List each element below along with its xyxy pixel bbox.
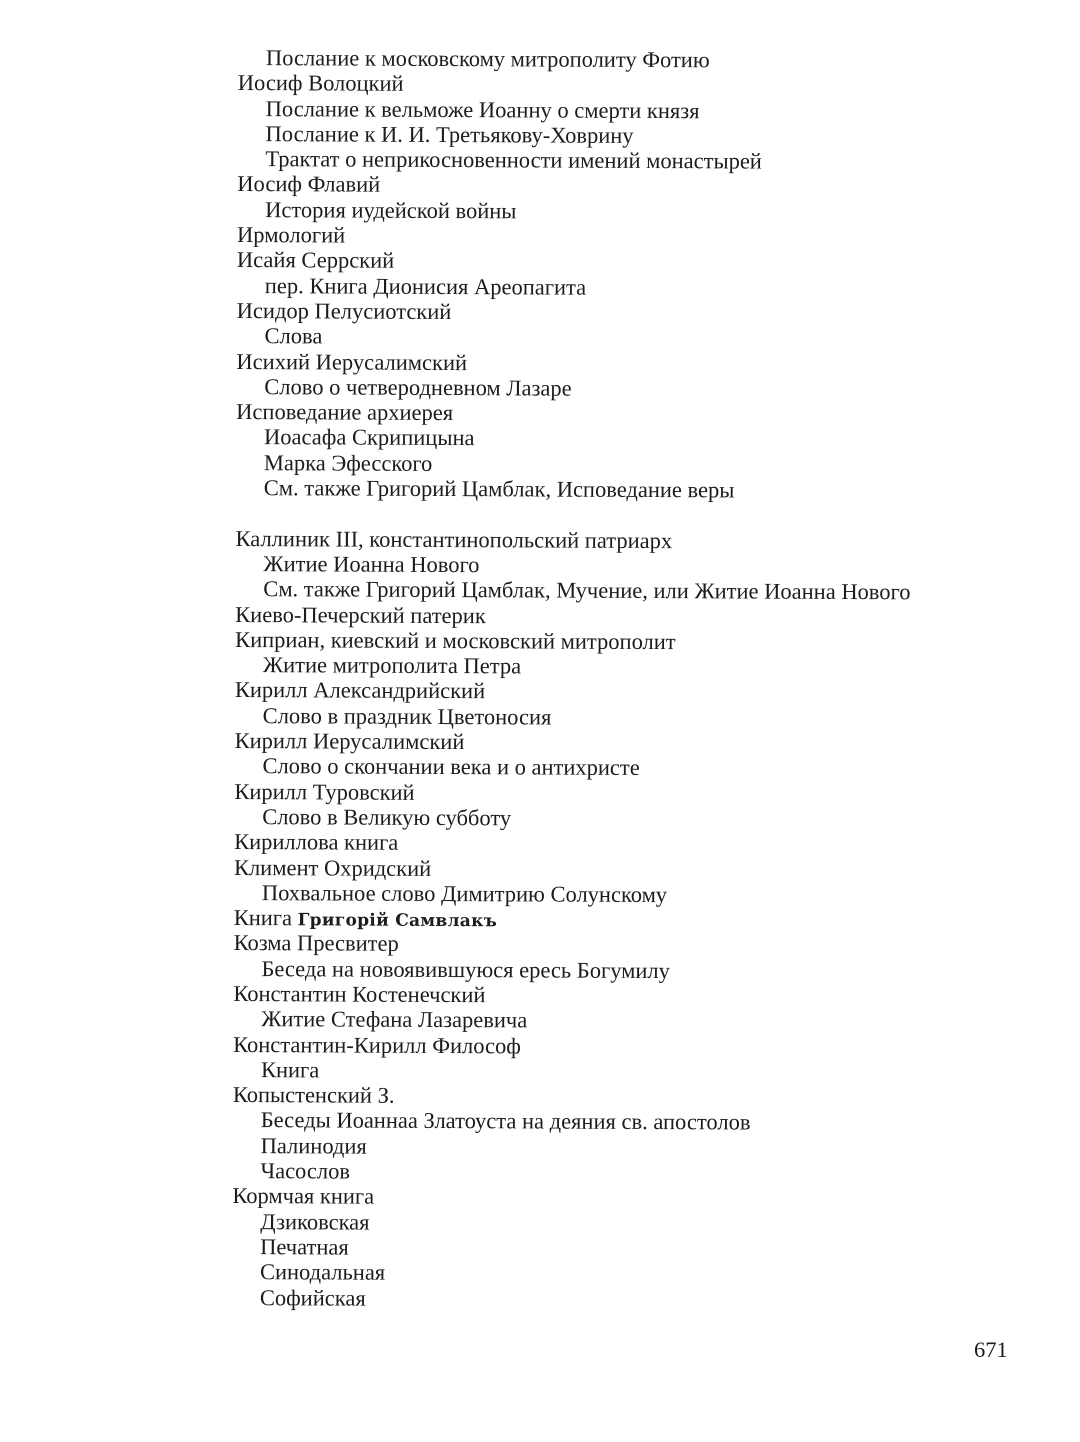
- index-heading: Исихий Иерусалимский: [236, 348, 468, 375]
- index-subentry: Марка Эфесского: [263, 449, 433, 476]
- index-heading: Каллиник III, константинопольский патриарх: [235, 525, 673, 553]
- index-subentry: История иудейской войны: [265, 196, 517, 224]
- index-subentry: Житие Стефана Лазаревича: [261, 1006, 528, 1033]
- index-heading: Исайя Серрский: [236, 247, 395, 274]
- index-heading: Киево-Печерский патерик: [235, 601, 486, 628]
- name-index: [232, 45, 913, 1313]
- index-heading: Кормчая книга: [232, 1183, 375, 1210]
- index-subentry: Беседы Иоаннаа Златоуста на деяния св. апостолов: [260, 1107, 751, 1135]
- index-heading: Климент Охридский: [233, 854, 432, 881]
- index-subentry: См. также Григорий Цамблак, Исповедание веры: [263, 475, 735, 503]
- index-subentry: Книга: [260, 1056, 320, 1083]
- index-section-i: [236, 45, 913, 504]
- index-subentry: Палинодия: [260, 1132, 367, 1159]
- index-subentry: Трактат о неприкосновенности имений монастырей: [265, 146, 762, 174]
- index-heading: Исидор Пелусиотский: [236, 297, 452, 325]
- index-subentry: Часослов: [260, 1158, 351, 1184]
- index-subentry: пер. Книга Дионисия Ареопагита: [264, 272, 587, 300]
- index-subentry: Житие митрополита Петра: [262, 652, 522, 679]
- index-subentry: Послание к вельможе Иоанну о смерти князя: [265, 95, 700, 123]
- index-subentry: Дзиковская: [260, 1208, 370, 1235]
- index-heading: Киприан, киевский и московский митрополит: [235, 626, 676, 654]
- page-number: 671: [974, 1337, 1008, 1362]
- index-section-k: [232, 526, 911, 1313]
- index-subentry: Слово в праздник Цветоносия: [262, 702, 552, 730]
- old-script-title: Григорій Самвлакъ: [297, 910, 498, 932]
- index-subentry: Послание к московскому митрополиту Фотию: [265, 45, 710, 73]
- section-gap: [236, 500, 911, 529]
- index-heading-text: Книга: [233, 905, 293, 931]
- index-heading: Кирилл Иерусалимский: [234, 728, 465, 755]
- index-heading: Кирилл Александрийский: [234, 677, 486, 704]
- index-heading: Иосиф Волоцкий: [237, 70, 404, 97]
- index-subentry: Слово в Великую субботу: [262, 804, 512, 831]
- index-subentry: Похвальное слово Димитрию Солунскому: [261, 879, 668, 907]
- index-subentry: Послание к И. И. Третьякову-Ховрину: [265, 121, 634, 148]
- index-subentry: Печатная: [260, 1234, 349, 1260]
- index-heading: Кириллова книга: [234, 829, 399, 855]
- index-subentry: Беседа на новоявившуюся ересь Богумилу: [261, 955, 671, 983]
- index-subentry: Софийская: [259, 1284, 366, 1311]
- index-heading: Ирмологий: [237, 222, 346, 248]
- index-heading: Константин-Кирилл Философ: [233, 1031, 521, 1058]
- index-heading: Копыстенский З.: [232, 1082, 395, 1108]
- index-heading: Козма Пресвитер: [233, 930, 399, 957]
- index-subentry: Слово о скончании века и о антихристе: [262, 753, 640, 781]
- index-subentry: Иоасафа Скрипицына: [264, 424, 475, 451]
- index-heading: [234, 905, 909, 934]
- index-subentry: См. также Григорий Цамблак, Мучение, или Житие Иоанна Нового: [263, 576, 911, 605]
- index-heading: Иосиф Флавий: [237, 171, 381, 198]
- index-subentry: Слова: [264, 323, 323, 349]
- index-heading: Константин Костенечский: [233, 980, 486, 1008]
- index-subentry: Житие Иоанна Нового: [263, 551, 480, 578]
- index-subentry: Синодальная: [259, 1259, 386, 1285]
- index-subentry: Слово о четверодневном Лазаре: [264, 373, 572, 401]
- index-heading: Исповедание архиерея: [236, 399, 454, 426]
- index-heading: Кирилл Туровский: [234, 778, 415, 805]
